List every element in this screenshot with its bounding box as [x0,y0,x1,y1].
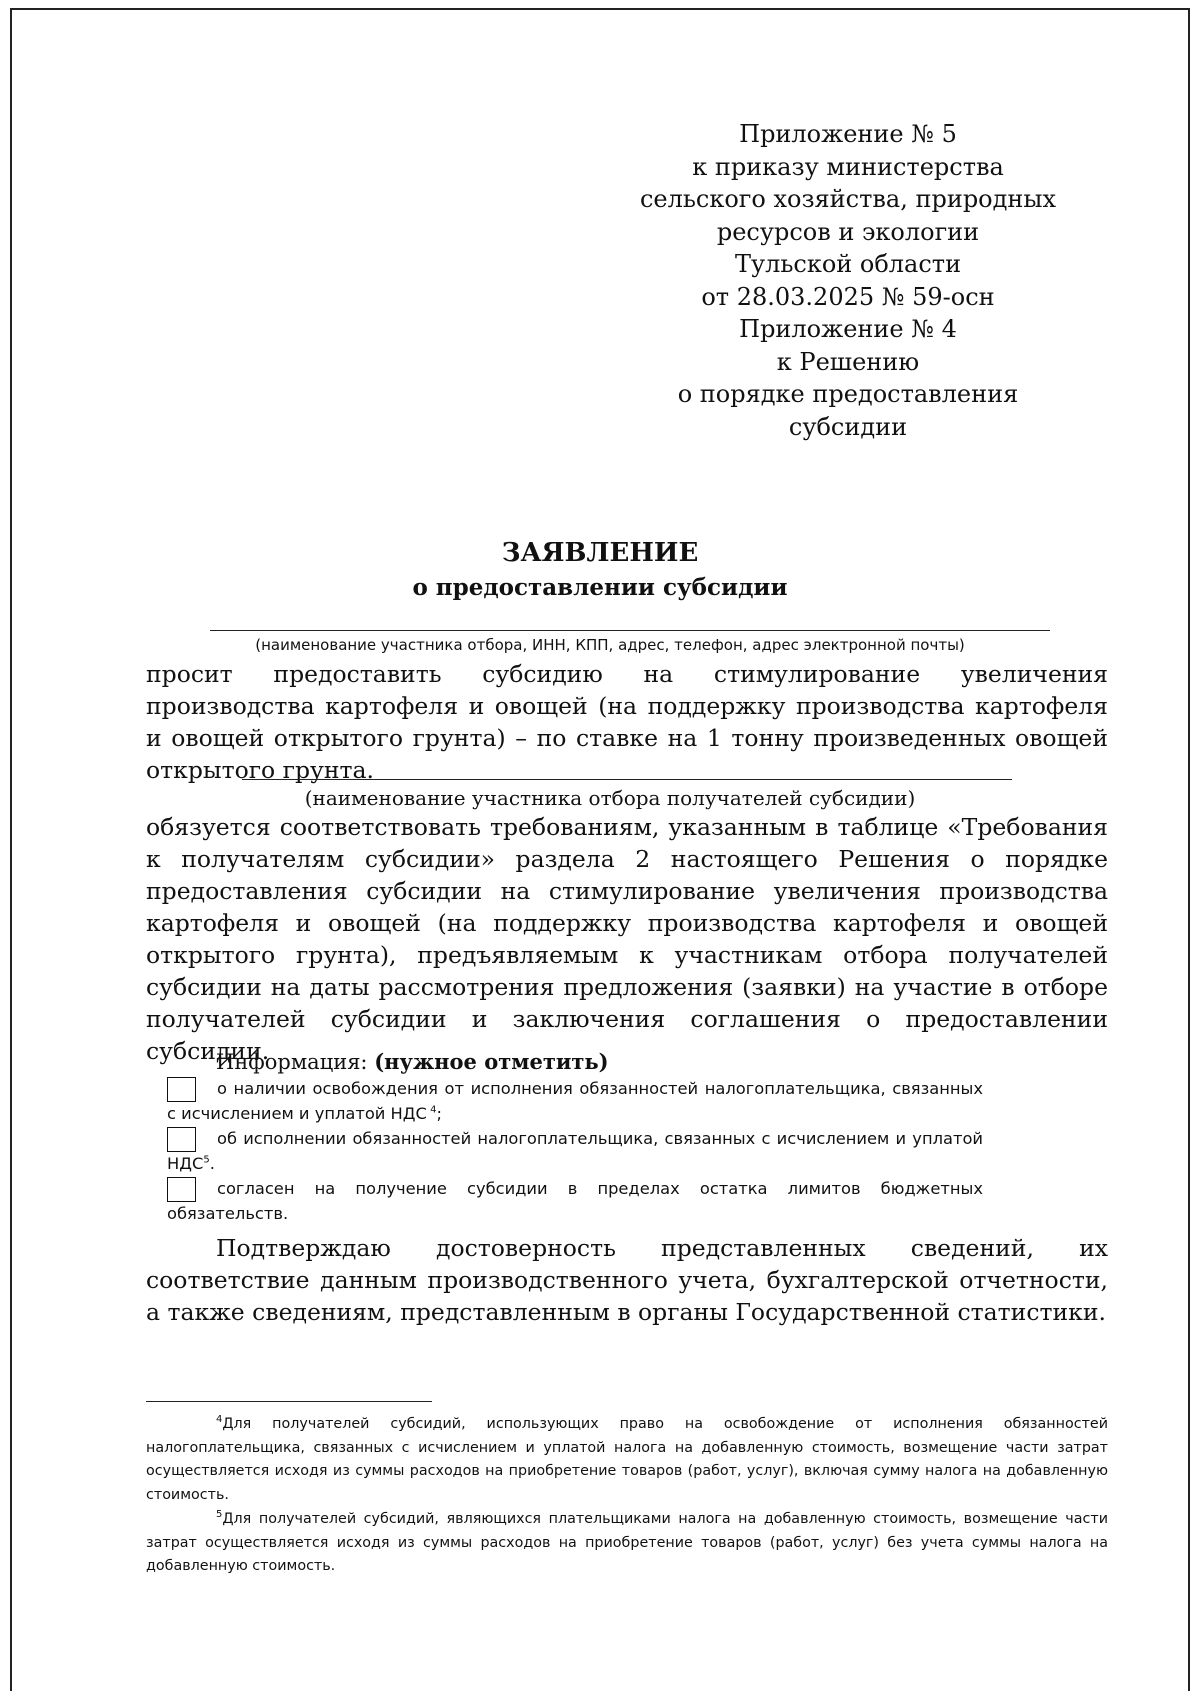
header-line: ресурсов и экологии [716,217,980,246]
document-subtitle: о предоставлении субсидии [412,574,788,601]
footnote-ref: 4 [426,1104,437,1116]
applicant-name-line[interactable] [210,630,1050,631]
participant-name-line[interactable] [242,779,1012,780]
appendix-header [628,118,1068,443]
participant-caption: (наименование участника отбора получателей субсидии) [304,786,916,810]
applicant-caption: (наименование участника отбора, ИНН, КПП, адрес, телефон, адрес электронной почты) [255,636,965,654]
budget-limit-consent-option [167,1177,983,1226]
info-label-text: Информация: [216,1050,368,1074]
header-line: Тульской области [734,250,962,278]
footnote-mark: 4 [216,1414,223,1426]
obligation-paragraph: обязуется соответствовать требованиям, указанным в таблице «Требования к получателям субсидии» раздела 2 настоящего Решения о порядке предоставления субсидии на стимулирование увеличения производства картофеля и овощей (на поддержку производства картофеля и овощей открытого грунта), предъявляемым к участникам отбора получателей субсидии на даты рассмотрения предложения (заявки) на участие в отборе получателей субсидии и заключения соглашения о предоставлении субсидии. [146,813,1108,1065]
footnote-5 [146,1508,1108,1579]
option-end: ; [436,1103,442,1123]
footnote-separator [146,1401,432,1402]
info-label [216,1049,609,1075]
vat-payer-option [167,1127,983,1176]
option-text: согласен на получение субсидии в пределах остатка лимитов бюджетных обязательств. [167,1179,983,1223]
header-line: от 28.03.2025 № 59-осн [701,282,995,311]
confirmation-paragraph: Подтверждаю достоверность представленных сведений, их соответствие данным производственного учета, бухгалтерской отчетности, а также сведениям, представленным в органы Государственной статистики. [146,1234,1108,1326]
document-title: ЗАЯВЛЕНИЕ [501,538,699,568]
footnote-mark: 5 [216,1509,223,1521]
header-line: сельского хозяйства, природных [639,185,1057,213]
header-line: Приложение № 4 [739,315,957,343]
option-text: об исполнении обязанностей налогоплательщика, связанных с исчислением и уплатой НДС [167,1129,983,1173]
footnote-text: Для получателей субсидий, использующих право на освобождение от исполнения обязанностей налогоплательщика, связанных с исчислением и уплатой налога на добавленную стоимость, возмещение части затрат осуществляется исходя из суммы расходов на приобретение товаров (работ, услуг), включая сумму налога на добавленную стоимость. [146,1416,1108,1503]
request-paragraph: просит предоставить субсидию на стимулирование увеличения производства картофеля и овощей (на поддержку производства картофеля и овощей открытого грунта) – по ставке на 1 тонну произведенных овощей открытого грунта. [146,660,1108,784]
header-line: к Решению [776,347,920,376]
header-line: о порядке предоставления [677,380,1019,408]
header-line: Приложение № 5 [739,120,957,148]
footnote-text: Для получателей субсидий, являющихся плательщиками налога на добавленную стоимость, возмещение части затрат осуществляется исходя из суммы расходов на приобретение товаров (работ, услуг) без учета суммы налога на добавленную стоимость. [146,1511,1108,1574]
header-line: к приказу министерства [692,152,1004,181]
option-text: о наличии освобождения от исполнения обязанностей налогоплательщика, связанных с исчислением и уплатой НДС [167,1079,983,1123]
option-end: . [209,1153,215,1173]
vat-exemption-option [167,1077,983,1126]
footnote-4 [146,1413,1108,1507]
footnote-ref: 5 [203,1154,210,1166]
header-line: субсидии [788,412,908,441]
info-label-note: (нужное отметить) [374,1049,609,1074]
